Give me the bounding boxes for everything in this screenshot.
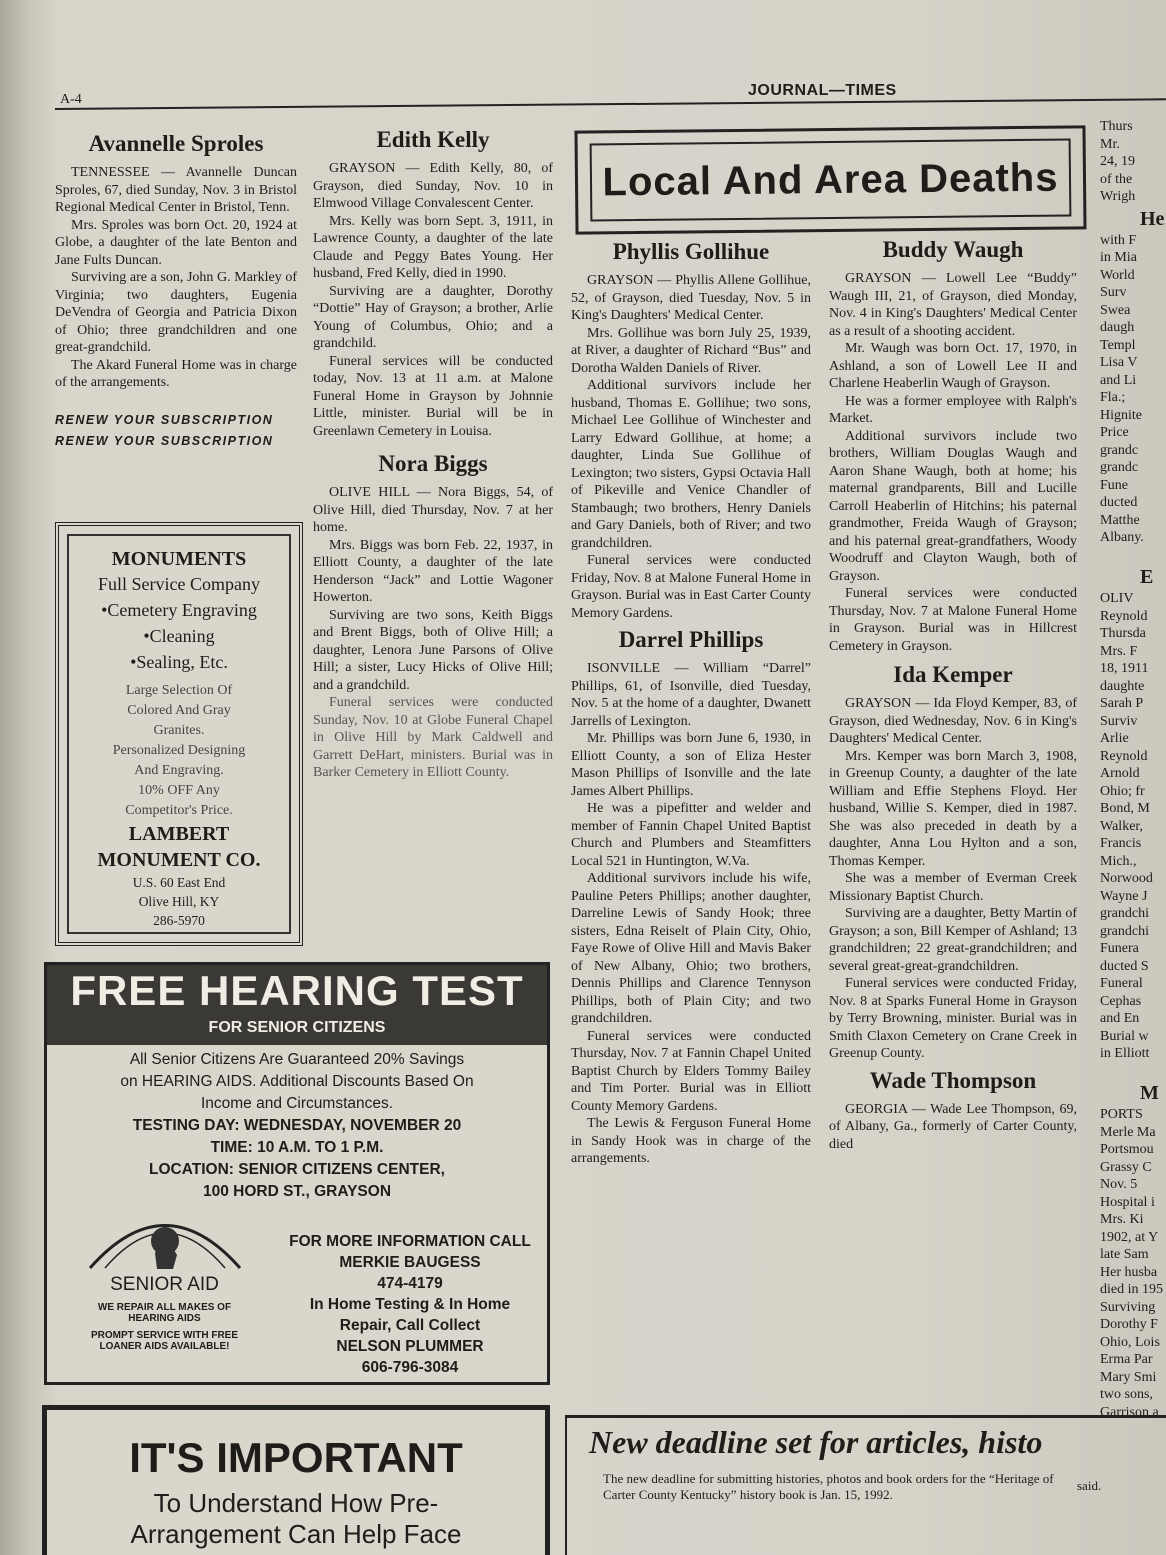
ad-small-line: And Engraving. (134, 763, 224, 778)
cutoff-line: in Mia (1100, 250, 1137, 265)
paragraph: Surviving are two sons, Keith Biggs and Brent Biggs, both of Olive Hill; a daughter, Lenora June Parsons of Olive Hill; a sister, Lucy Hicks of Olive Hill; and a grandchild. (313, 607, 553, 693)
cutoff-line: Wayne J (1100, 888, 1148, 904)
newspaper-name: JOURNAL—TIMES (748, 82, 897, 99)
cutoff-line: He (1140, 207, 1165, 230)
ad-small-line: Colored And Gray (127, 703, 231, 718)
testing-location: LOCATION: SENIOR CITIZENS CENTER, (149, 1161, 445, 1178)
deadline-article (565, 1415, 1166, 1555)
ad-small-line: Large Selection Of (125, 683, 233, 698)
cutoff-line: Reynold (1100, 748, 1148, 764)
cutoff-line: Mr. (1100, 136, 1120, 152)
cutoff-line: Arlie (1100, 731, 1129, 746)
cutoff-line: Swea (1100, 302, 1131, 318)
ad-small-line: Personalized Designing (112, 743, 246, 758)
headline-thompson: Wade Thompson (869, 1067, 1037, 1093)
headline-kemper: Ida Kemper (893, 662, 1013, 687)
paragraph: OLIVE HILL — Nora Biggs, 54, of Olive Hill, died Thursday, Nov. 7 at her home. (313, 485, 553, 535)
ad-line: on HEARING AIDS. Additional Discounts Based On (120, 1073, 474, 1090)
article-body-side: said. (1077, 1478, 1102, 1493)
paragraph: Surviving are a daughter, Betty Martin of Grayson; a son, Bill Kemper of Ashland; 13 grandchildren; 22 great-grandchildren; and several great-great-grandchildren. (829, 906, 1077, 974)
ad-line: •Sealing, Etc. (130, 652, 228, 672)
company-address: Olive Hill, KY (138, 894, 220, 909)
company-address: U.S. 60 East End (132, 875, 226, 890)
cutoff-line: M (1140, 1082, 1159, 1104)
paragraph: Funeral services were conducted Thursday, Nov. 7 at Malone Funeral Home in Grayson. Burial was in Hillcrest Cemetery in Grayson. (829, 586, 1077, 654)
cutoff-line: Hospital i (1100, 1194, 1155, 1210)
ad-title: MONUMENTS (111, 548, 247, 570)
cutoff-line: Portsmou (1100, 1142, 1154, 1157)
paragraph: GRAYSON — Ida Floyd Kemper, 83, of Grayson, died Wednesday, Nov. 6 in King's Daughters' Medical Center. (829, 696, 1077, 746)
paragraph: Mrs. Sproles was born Oct. 20, 1924 at Globe, a daughter of the late Benton and Jane Fults Duncan. (55, 217, 297, 268)
paragraph: Additional survivors include his wife, Pauline Peters Phillips; another daughter, Darreline Lewis of Sandy Hook; three sisters, Edna Reiselt of Plain City, Ohio, Faye Rowe of Olive Hill and Mavis Baker of New Albany, Ohio; two brothers, Dennis Phillips and Clarence Tennyson Phillips, both of Plain City; and two grandchildren. (571, 871, 811, 1026)
paragraph: Mrs. Biggs was born Feb. 22, 1937, in Elliott County, a daughter of the late Henderson “Jack” and Lottie Wagoner Howerton. (313, 537, 553, 605)
cutoff-line: died in 195 (1100, 1282, 1163, 1297)
testing-day: TESTING DAY: WEDNESDAY, NOVEMBER 20 (132, 1117, 462, 1134)
cutoff-line: Garrison a (1100, 1404, 1159, 1420)
ad-line: All Senior Citizens Are Guaranteed 20% Savings (129, 1051, 465, 1068)
cutoff-line: Surviving (1100, 1299, 1156, 1315)
cutoff-line: Merle Ma (1100, 1124, 1156, 1140)
cutoff-line: Dorothy F (1100, 1317, 1158, 1332)
obituary-column-4 (829, 236, 1077, 1153)
ad-small-line: 10% OFF Any (138, 783, 220, 798)
cutoff-line: PORTS (1100, 1107, 1143, 1122)
cutoff-line: Lisa V (1100, 355, 1138, 370)
ad-line: To Understand How Pre- (153, 1488, 439, 1518)
headline-phillips: Darrel Phillips (618, 627, 764, 652)
cutoff-line: ducted (1100, 495, 1138, 510)
monuments-ad (55, 522, 303, 946)
cutoff-line: Nov. 5 (1100, 1177, 1138, 1192)
company-name: LAMBERT (128, 823, 230, 845)
cutoff-line: Her husba (1100, 1264, 1158, 1280)
obituary-column-3 (571, 238, 811, 1168)
ad-title: FREE HEARING TEST (70, 967, 524, 1014)
cutoff-line: two sons, (1100, 1387, 1153, 1402)
ad-banner (47, 965, 547, 1045)
contact-name: NELSON PLUMMER (336, 1338, 484, 1355)
cutoff-line: Fla.; (1100, 390, 1126, 405)
senior-citizens-logo-icon (85, 1193, 245, 1273)
hearing-test-ad (44, 962, 550, 1385)
cutoff-line: Ohio, Lois (1100, 1334, 1160, 1350)
ad-fineprint: LOANER AIDS AVAILABLE! (99, 1341, 230, 1352)
paragraph: TENNESSEE — Avannelle Duncan Sproles, 67, died Sunday, Nov. 3 in Bristol Regional Medical Center in Bristol, Tenn. (55, 165, 297, 215)
cutoff-line: 24, 19 (1100, 154, 1135, 169)
paragraph: He was a former employee with Ralph's Market. (829, 393, 1077, 426)
headline-biggs: Nora Biggs (378, 451, 488, 476)
cutoff-line: Reynold (1100, 608, 1148, 624)
contact-phone: 474-4179 (377, 1275, 443, 1292)
cutoff-line: grandchi (1100, 906, 1149, 921)
contact-phone: 606-796-3084 (361, 1359, 459, 1376)
ad-line: Income and Circumstances. (200, 1095, 394, 1112)
ad-line: •Cemetery Engraving (101, 600, 257, 620)
cutoff-line: Arnold (1100, 766, 1140, 781)
cutoff-line: Erma Par (1100, 1352, 1153, 1367)
article-body: The new deadline for submitting histories, photos and book orders for the “Heritage of Carter County Kentucky” history book is Jan. 15, 1992. (603, 1471, 1054, 1502)
cutoff-line (1100, 1063, 1166, 1081)
cutoff-line: Francis (1100, 836, 1142, 851)
ad-small-line: Competitor's Price. (125, 803, 233, 818)
cutoff-line: Burial w (1100, 1028, 1149, 1044)
cutoff-line: Albany. (1100, 530, 1144, 545)
cutoff-line: Ohio; fr (1100, 783, 1145, 799)
testing-address: 100 HORD ST., GRAYSON (202, 1183, 392, 1200)
cutoff-line: Price (1100, 425, 1129, 440)
paragraph: Mrs. Kelly was born Sept. 3, 1911, in Lawrence County, a daughter of the late Claude and Peggy Bates Young. Her husband, Fred Kelly, died in 1990. (313, 213, 553, 281)
cutoff-line: World (1100, 267, 1135, 283)
ad-line: Arrangement Can Help Face (130, 1519, 462, 1549)
cutoff-line: grandc (1100, 442, 1139, 458)
paragraph: Funeral services will be conducted today, Nov. 13 at 11 a.m. at Malone Funeral Home in Grayson by Johnnie Little, minister. Burial will be in Greenlawn Cemetery in Louisa. (313, 353, 553, 439)
paragraph: Mr. Phillips was born June 6, 1930, in Elliott County, a son of Eliza Hester Mason Phillips of Isonville and the late James Albert Phillips. (571, 731, 811, 799)
page-number: A-4 (60, 92, 82, 107)
cutoff-line: Templ (1100, 337, 1136, 353)
headline-gollihue: Phyllis Gollihue (612, 239, 770, 264)
paragraph: Mr. Waugh was born Oct. 17, 1970, in Ashland, a son of Lowell Lee II and Charlene Heaberlin Waugh of Grayson. (829, 341, 1077, 391)
paragraph: Funeral services were conducted Friday, Nov. 8 at Malone Funeral Home in Grayson. Burial was in East Carter County Memory Gardens. (571, 553, 811, 621)
cutoff-line (1100, 547, 1166, 565)
cutoff-line: Thurs (1100, 119, 1133, 134)
paragraph: Surviving are a daughter, Dorothy “Dottie” Hay of Grayson; a brother, Arlie Young of Columbus, Ohio; and a grandchild. (313, 283, 553, 351)
ad-title: IT'S IMPORTANT (129, 1434, 463, 1481)
headline-kelly: Edith Kelly (376, 127, 490, 152)
cutoff-line: late Sam (1100, 1247, 1149, 1262)
contact-name: MERKIE BAUGESS (339, 1254, 481, 1271)
info-line: Repair, Call Collect (339, 1317, 481, 1334)
testing-time: TIME: 10 A.M. TO 1 P.M. (210, 1139, 384, 1156)
paragraph: He was a pipefitter and welder and member of Fannin Chapel United Baptist Church and Plumbers and Steamfitters Local 521 in Huntington, W.Va. (571, 801, 811, 869)
cutoff-line: 1902, at Y (1100, 1229, 1159, 1245)
cutoff-line: Hignite (1100, 407, 1142, 423)
cutoff-line: in Elliott (1100, 1046, 1150, 1061)
cutoff-line: OLIV (1100, 591, 1134, 606)
paragraph: Funeral services were conducted Sunday, Nov. 10 at Globe Funeral Chapel in Olive Hill by Mark Caldwell and Garrett DeHart, ministers. Burial was in Barker Cemetery in Elliott County. (313, 695, 553, 780)
ad-line: Full Service Company (98, 574, 260, 594)
paragraph: Surviving are a son, John G. Markley of Virginia; two daughters, Eugenia DeVendra of Georgia and Patricia Dixon of Ohio; three grandchildren and one great-grandchild. (55, 270, 297, 355)
ad-subtitle: FOR SENIOR CITIZENS (208, 1019, 386, 1036)
cutoff-line: Matthe (1100, 512, 1140, 528)
cutoff-line: Walker, (1100, 818, 1144, 834)
cutoff-line: ducted S (1100, 958, 1149, 974)
ad-line: •Cleaning (143, 626, 215, 646)
cutoff-line: Mrs. F (1100, 643, 1138, 659)
pre-arrangement-ad (42, 1405, 550, 1555)
cutoff-line: Cephas (1100, 993, 1142, 1009)
info-line: In Home Testing & In Home (309, 1296, 511, 1313)
cutoff-line: Grassy C (1100, 1159, 1152, 1175)
cutoff-line: grandchi (1100, 923, 1149, 939)
cutoff-line: Fune (1100, 477, 1128, 493)
ad-fineprint: HEARING AIDS (128, 1313, 201, 1324)
paragraph: Mrs. Gollihue was born July 25, 1939, at River, a daughter of Richard “Bus” and Dorotha Walden Daniels of River. (571, 325, 811, 376)
paragraph: GEORGIA — Wade Lee Thompson, 69, of Albany, Ga., formerly of Carter County, died (829, 1101, 1077, 1152)
paragraph: She was a member of Everman Creek Missionary Baptist Church. (829, 871, 1077, 904)
cutoff-line: and En (1100, 1011, 1140, 1026)
cutoff-line: Funeral (1100, 976, 1143, 991)
paragraph: ISONVILLE — William “Darrel” Phillips, 61, of Isonville, died Tuesday, Nov. 5 at the home of a daughter, Dwanett Jarrells of Lexington. (571, 661, 811, 729)
headline-sproles: Avannelle Sproles (88, 131, 264, 156)
info-line: FOR MORE INFORMATION CALL (289, 1233, 531, 1250)
cutoff-column (1100, 118, 1166, 1421)
cutoff-line: Thursda (1100, 626, 1146, 641)
article-headline: New deadline set for articles, histo (589, 1424, 1043, 1460)
paragraph: GRAYSON — Phyllis Allene Gollihue, 52, of Grayson, died Tuesday, Nov. 5 in King's Daughters' Medical Center. (571, 273, 811, 323)
cutoff-line: daugh (1100, 320, 1135, 335)
paragraph: The Akard Funeral Home was in charge of the arrangements. (55, 357, 297, 390)
cutoff-line: Sarah P (1100, 696, 1144, 711)
paragraph: The Lewis & Ferguson Funeral Home in Sandy Hook was in charge of the arrangements. (571, 1116, 811, 1166)
header-rule (55, 98, 1166, 110)
cutoff-line: with F (1100, 232, 1137, 248)
cutoff-line: and Li (1100, 372, 1137, 388)
paragraph: Funeral services were conducted Friday, Nov. 8 at Sparks Funeral Home in Grayson by Terry Browning, minister. Burial was in Smith Claxon Cemetery on Crane Creek in Greenup County. (829, 976, 1077, 1061)
paragraph: Funeral services were conducted Thursday, Nov. 7 at Fannin Chapel United Baptist Church by Elders Tommy Bailey and Tim Porter. Burial was in Elliott County Memory Gardens. (571, 1028, 811, 1114)
ad-small-line: Granites. (153, 723, 205, 738)
cutoff-line: E (1140, 566, 1154, 588)
senior-aid-brand: SENIOR AID (110, 1274, 219, 1295)
headline-waugh: Buddy Waugh (882, 237, 1024, 262)
company-phone: 286-5970 (153, 913, 205, 928)
obituary-column-2 (313, 126, 553, 782)
paragraph: GRAYSON — Edith Kelly, 80, of Grayson, died Sunday, Nov. 10 in Elmwood Village Convalescent Center. (313, 161, 553, 211)
cutoff-line: Mrs. Ki (1100, 1212, 1144, 1227)
cutoff-line: Wrigh (1100, 189, 1136, 204)
ad-fineprint: PROMPT SERVICE WITH FREE (90, 1330, 239, 1341)
section-banner (574, 125, 1086, 234)
renew-subscription-line: RENEW YOUR SUBSCRIPTION (55, 412, 274, 427)
cutoff-line: 18, 1911 (1100, 661, 1149, 676)
cutoff-line: grandc (1100, 460, 1139, 475)
cutoff-line: Mich., (1100, 853, 1137, 869)
cutoff-line: Surviv (1100, 713, 1138, 729)
section-title: Local And Area Deaths (602, 155, 1059, 204)
cutoff-line: Surv (1100, 285, 1127, 300)
cutoff-line: Bond, M (1100, 801, 1150, 816)
renew-subscription-line: RENEW YOUR SUBSCRIPTION (55, 433, 274, 448)
cutoff-line: Funera (1100, 941, 1139, 956)
paragraph: GRAYSON — Lowell Lee “Buddy” Waugh III, 21, of Grayson, died Monday, Nov. 4 in King's Daughters' Medical Center as a result of a shooting accident. (829, 271, 1077, 339)
obituary-sproles (55, 130, 297, 452)
paragraph: Mrs. Kemper was born March 3, 1908, in Greenup County, a daughter of the late William and Effie Stephens Floyd. Her husband, Willie S. Kemper, died in 1987. She was also preceded in death by a daughter, Anna Lou Hylton and a son, Thomas Kemper. (829, 748, 1077, 869)
cutoff-line: daughte (1100, 678, 1145, 694)
ad-fineprint: WE REPAIR ALL MAKES OF (97, 1302, 232, 1313)
paragraph: Additional survivors include two brothers, William Douglas Waugh and Aaron Shane Waugh, both at home; his maternal grandparents, Bill and Lucille Carroll Heaberlin of Hitchins; his paternal grandmother, Freida Waugh of Grayson; and his paternal great-grandfathers, Woody Woodruff and Clayton Waugh, both of Grayson. (829, 428, 1077, 584)
company-name: MONUMENT CO. (97, 849, 261, 871)
cutoff-line: Mary Smi (1100, 1369, 1157, 1385)
paragraph: Additional survivors include her husband, Thomas E. Gollihue; two sons, Michael Lee Gollihue of Winchester and Larry Edward Gollihue, at home; a daughter, Linda Sue Gollihue of Lexington; two sisters, Gypsi Octavia Hall of Pikeville and Venice Chandler of Stambaugh; two brothers, Henry Daniels and Gary Daniels, both of River; and two grandchildren. (571, 378, 811, 551)
cutoff-line: Norwood (1100, 871, 1153, 886)
cutoff-line: of the (1100, 171, 1133, 187)
